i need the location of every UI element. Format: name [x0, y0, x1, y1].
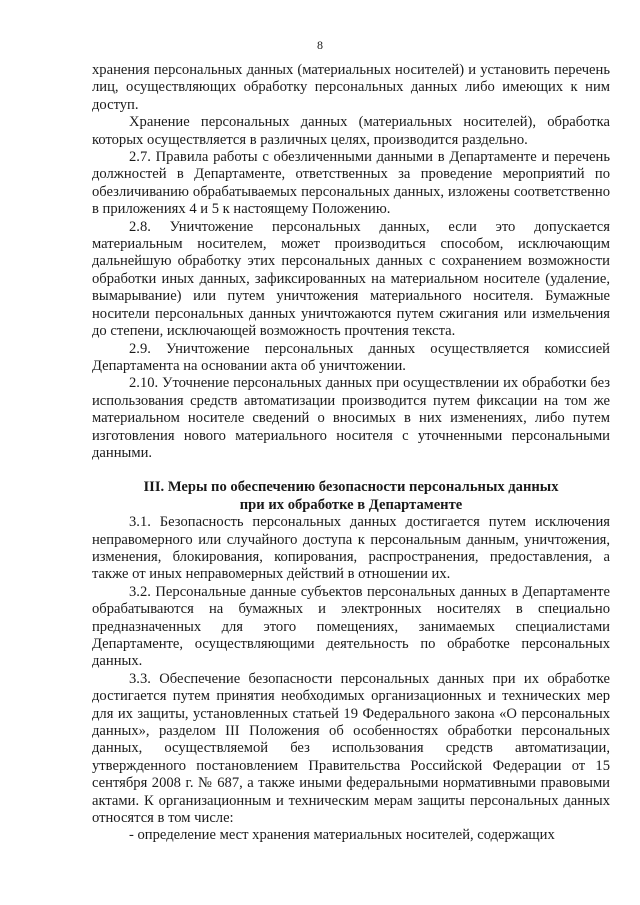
section-heading-line1: III. Меры по обеспечению безопасности персональных данных — [143, 479, 559, 496]
section-heading-line2: при их обработке в Департаменте — [239, 496, 463, 513]
section-heading — [92, 479, 610, 514]
paragraph-2-10: 2.10. Уточнение персональных данных при осуществлении их обработки без использования средств автоматизации производится путем фиксации на том же материальном носителе сведений о вносимых в них изменениях, либо путем изготовления нового материального носителя с уточненными персональными данными. — [92, 375, 610, 461]
page-number: 8 — [317, 38, 323, 52]
paragraph-continuation: хранения персональных данных (материальных носителей) и установить перечень лиц, осуществляющих обработку персональных данных либо имеющих к ним доступ. — [92, 62, 610, 113]
paragraph-2-8: 2.8. Уничтожение персональных данных, если это допускается материальным носителем, может производиться способом, исключающим дальнейшую обработку этих персональных данных с сохранением возможности обработки иных данных, зафиксированных на материальном носителе (удаление, вымарывание) или путем уничтожения материального носителя. Бумажные носители персональных данных уничтожаются путем сжигания или измельчения до степени, исключающей возможность прочтения текста. — [92, 218, 610, 340]
paragraph-2-9: 2.9. Уничтожение персональных данных осуществляется комиссией Департамента на основании акта об уничтожении. — [92, 340, 610, 374]
paragraph-3-1: 3.1. Безопасность персональных данных достигается путем исключения неправомерного или случайного доступа к персональным данным, уничтожения, изменения, блокирования, копирования, распространения, предоставления, а также от иных неправомерных действий в отношении их. — [92, 514, 610, 583]
document-body — [92, 62, 610, 845]
paragraph-2-7: 2.7. Правила работы с обезличенными данными в Департаменте и перечень должностей в Департаменте, ответственных за проведение мероприятий по обезличиванию обрабатываемых персональных данных, изложены соответственно в приложениях 4 и 5 к настоящему Положению. — [92, 149, 610, 218]
list-item-storage-places: - определение мест хранения материальных носителей, содержащих — [129, 827, 555, 844]
paragraph-3-3: 3.3. Обеспечение безопасности персональных данных при их обработке достигается путем принятия необходимых организационных и технических мер для их защиты, установленных статьей 19 Федерального закона «О персональных данных», разделом III Положения об особенностях обработки персональных данных, осуществляемой без использования средств автоматизации, утвержденного постановлением Правительства Российской Федерации от 15 сентября 2008 г. № 687, а также иными федеральными нормативными правовыми актами. К организационным и техническим мерам защиты персональных данных относятся в том числе: — [92, 670, 610, 827]
paragraph-3-2: 3.2. Персональные данные субъектов персональных данных в Департаменте обрабатываются на бумажных и электронных носителях в специально предназначенных для этого помещениях, занимаемых специалистами Департаменте, осуществляющими деятельность по обработке персональных данных. — [92, 583, 610, 670]
paragraph-storage: Хранение персональных данных (материальных носителей), обработка которых осуществляется в различных целях, производится раздельно. — [92, 114, 610, 148]
